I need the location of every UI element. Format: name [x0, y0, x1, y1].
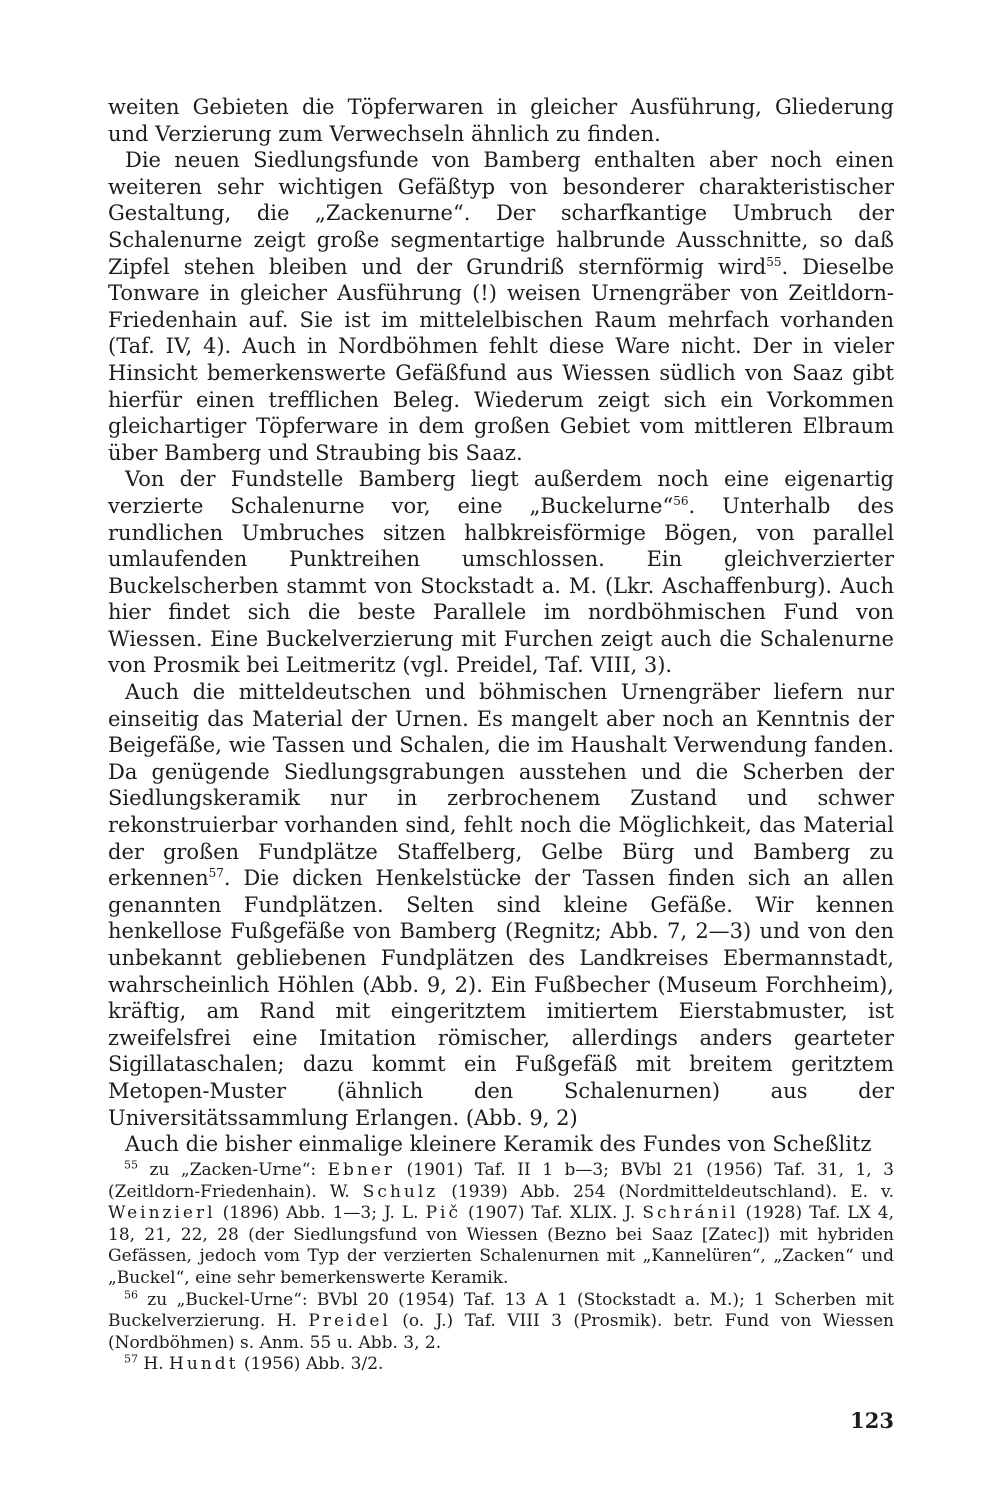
footnote-57 [108, 1354, 894, 1376]
paragraph-5-text: Auch die bisher einmalige kleinere Keramik des Fundes von Scheßlitz [125, 1132, 872, 1157]
footnote-55-text-1: zu „Zacken-Urne“: [138, 1160, 328, 1180]
author-pic: Pič [425, 1203, 461, 1224]
footnote-56-text-1: zu „Buckel-Urne“: BVbl 20 (1954) Taf. 13 A 1 (Stockstadt a. M.); 1 Scherben mit Buckelverzierung. H. [108, 1289, 894, 1332]
author-schranil: Schránil [642, 1203, 739, 1224]
footnote-ref-55[interactable]: 55 [766, 254, 782, 269]
footnote-55-text-6: (1928) Taf. LX 4, 18, 21, 22, 28 (der Siedlungsfund von Wiessen (Bezno bei Saaz [Zatec]) mit hybriden Gefässen, jedoch vom Typ der verzierten Schalenurnen mit „Kannelüren“, „Zacken“ und „Buckel“, eine sehr bemerkenswerte Keramik. [108, 1203, 894, 1288]
footnote-57-text-2: (1956) Abb. 3/2. [238, 1354, 384, 1375]
footnote-ref-56[interactable]: 56 [673, 493, 689, 508]
paragraph-3-text-b: . Unterhalb des rundlichen Umbruches sitzen halbkreisförmige Bögen, von parallel umlaufenden Punktreihen umschlossen. Ein gleichverzierter Buckelscherben stammt von Stockstadt a. M. (Lkr. Aschaffenburg). Auch hier findet sich die beste Parallele im nordböhmischen Fund von Wiessen. Eine Buckelverzierung mit Furchen zeigt auch die Schalenurne von Prosmik bei Leitmeritz (vgl. Preidel, Taf. VIII, 3). [108, 493, 894, 678]
paragraph-3 [108, 466, 894, 679]
paragraph-1 [108, 94, 894, 147]
footnote-ref-57[interactable]: 57 [208, 866, 224, 881]
author-weinzierl: Weinzierl [108, 1203, 216, 1224]
footnote-56-text-2: (o. J.) Taf. VIII 3 (Prosmik). betr. Fund von Wiessen (Nordböhmen) s. Anm. 55 u. Abb. 3, 2. [108, 1311, 894, 1353]
paragraph-4 [108, 679, 894, 1131]
footnote-55-number: 55 [124, 1158, 138, 1172]
footnote-55-text-4: (1896) Abb. 1—3; J. L. [215, 1203, 426, 1224]
paragraph-4-text-a: Auch die mitteldeutschen und böhmischen Urnengräber liefern nur einseitig das Material der Urnen. Es mangelt aber noch an Kenntnis der Beigefäße, wie Tassen und Schalen, die im Haushalt Verwendung fanden. Da genügende Siedlungsgrabungen ausstehen und die Scherben der Siedlungskeramik nur in zerbrochenem Zustand und schwer rekonstruierbar vorhanden sind, fehlt noch die Möglichkeit, das Material der großen Fundplätze Staffelberg, Gelbe Bürg und Bamberg zu erkennen [108, 680, 894, 891]
main-text-column [108, 94, 894, 1158]
paragraph-4-text-b: . Die dicken Henkelstücke der Tassen finden sich an allen genannten Fundplätzen. Selten sind kleine Gefäße. Wir kennen henkellose Fußgefäße von Bamberg (Regnitz; Abb. 7, 2—3) und von den unbekannt gebliebenen Fundplätzen des Landkreises Ebermannstadt, wahrscheinlich Höhlen (Abb. 9, 2). Ein Fußbecher (Museum Forchheim), kräftig, am Rand mit eingeritztem imitiertem Eierstabmuster, ist zweifelsfrei eine Imitation römischer, allerdings anders gearteter Sigillataschalen; dazu kommt ein Fußgefäß mit breitem geritztem Metopen-Muster (ähnlich den Schalenurnen) aus der Universitätssammlung Erlangen. (Abb. 9, 2) [108, 866, 894, 1130]
footnote-55-text-3: (1939) Abb. 254 (Nordmitteldeutschland). E. v. [438, 1181, 894, 1202]
paragraph-5 [108, 1131, 894, 1158]
paragraph-2-text-b: . Dieselbe Tonware in gleicher Ausführung (!) weisen Urnengräber von Zeitldorn-Friedenhain auf. Sie ist im mittelelbischen Raum mehrfach vorhanden (Taf. IV, 4). Auch in Nordböhmen fehlt diese Ware nicht. Der in vieler Hinsicht bemerkenswerte Gefäßfund aus Wiessen südlich von Saaz gibt hierfür einen trefflichen Beleg. Wiederum zeigt sich ein Vorkommen gleichartiger Töpferware in dem großen Gebiet vom mittleren Elbraum über Bamberg und Straubing bis Saaz. [108, 254, 894, 465]
footnote-57-number: 57 [124, 1352, 138, 1366]
paragraph-1-text: weiten Gebieten die Töpferwaren in gleicher Ausführung, Gliederung und Verzierung zum Verwechseln ähnlich zu finden. [108, 95, 894, 146]
footnote-57-text-1: H. [138, 1354, 170, 1375]
paragraph-2-text-a: Die neuen Siedlungsfunde von Bamberg enthalten aber noch einen weiteren sehr wichtigen Gefäßtyp von besonderer charakteristischer Gestaltung, die „Zackenurne“. Der scharfkantige Umbruch der Schalenurne zeigt große segmentartige halbrunde Ausschnitte, so daß Zipfel stehen bleiben und der Grundriß sternförmig wird [108, 148, 894, 279]
paragraph-3-text-a: Von der Fundstelle Bamberg liegt außerdem noch eine eigenartig verzierte Schalenurne vor, eine „Buckelurne“ [108, 467, 894, 518]
author-ebner: Ebner [327, 1160, 396, 1180]
footnote-55 [108, 1160, 894, 1290]
author-hundt: Hundt [169, 1354, 239, 1375]
footnote-55-text-5: (1907) Taf. XLIX. J. [460, 1203, 643, 1224]
footnote-56-number: 56 [124, 1287, 138, 1301]
footnote-55-text-2: (1901) Taf. II 1 b—3; BVbl 21 (1956) Taf. 31, 1, 3 (Zeitldorn-Friedenhain). W. [108, 1160, 895, 1202]
page-number: 123 [850, 1408, 894, 1433]
body-text [108, 94, 894, 1158]
footnotes [108, 1160, 894, 1376]
footnote-56 [108, 1287, 894, 1355]
author-preidel: Preidel [308, 1311, 391, 1332]
author-schulz: Schulz [362, 1181, 439, 1202]
paragraph-2 [108, 147, 894, 466]
